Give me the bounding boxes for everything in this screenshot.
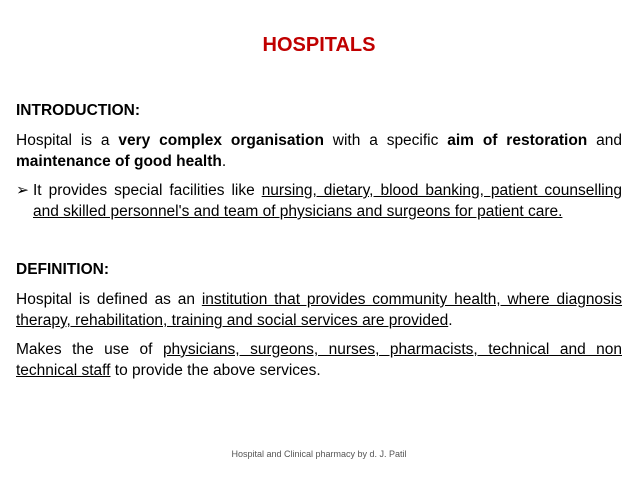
intro-text-4: . bbox=[221, 153, 227, 170]
intro-text-2: with a specific bbox=[323, 132, 448, 149]
slide-title: HOSPITALS bbox=[262, 34, 376, 56]
definition-paragraph-2 bbox=[16, 339, 622, 381]
introduction-heading: INTRODUCTION: bbox=[16, 102, 140, 119]
intro-bold-3: maintenance of good health bbox=[16, 153, 222, 170]
def1-text-1: Hospital is defined as an bbox=[16, 291, 202, 308]
slide-footer: Hospital and Clinical pharmacy by d. J. Patil bbox=[231, 449, 407, 459]
arrow-bullet-icon: ➢ bbox=[16, 182, 29, 199]
intro-bold-2: aim of restoration bbox=[447, 132, 588, 149]
intro-bold-1: very complex organisation bbox=[118, 132, 324, 149]
introduction-paragraph bbox=[16, 130, 622, 172]
def1-underlined-text: institution that provides community health, where diagnosis therapy, rehabilitation, training and social services are provided bbox=[16, 291, 623, 329]
bullet-underlined-text: nursing, dietary, blood banking, patient counselling and skilled personnel's and team of physicians and surgeons for patient care. bbox=[33, 182, 622, 220]
definition-paragraph-1 bbox=[16, 289, 622, 331]
slide-body bbox=[16, 100, 622, 389]
section-spacer bbox=[16, 230, 622, 259]
definition-heading: DEFINITION: bbox=[16, 261, 109, 278]
def2-text-2: to provide the above services. bbox=[110, 362, 321, 379]
bullet-text-1: It provides special facilities like bbox=[33, 182, 262, 199]
facilities-bullet bbox=[16, 180, 622, 222]
def1-text-2: . bbox=[448, 312, 453, 329]
intro-text-1: Hospital is a bbox=[16, 132, 119, 149]
def2-underlined-text: physicians, surgeons, nurses, pharmacists, technical and non technical staff bbox=[16, 341, 622, 379]
def2-text-1: Makes the use of bbox=[16, 341, 163, 358]
intro-text-3: and bbox=[587, 132, 623, 149]
